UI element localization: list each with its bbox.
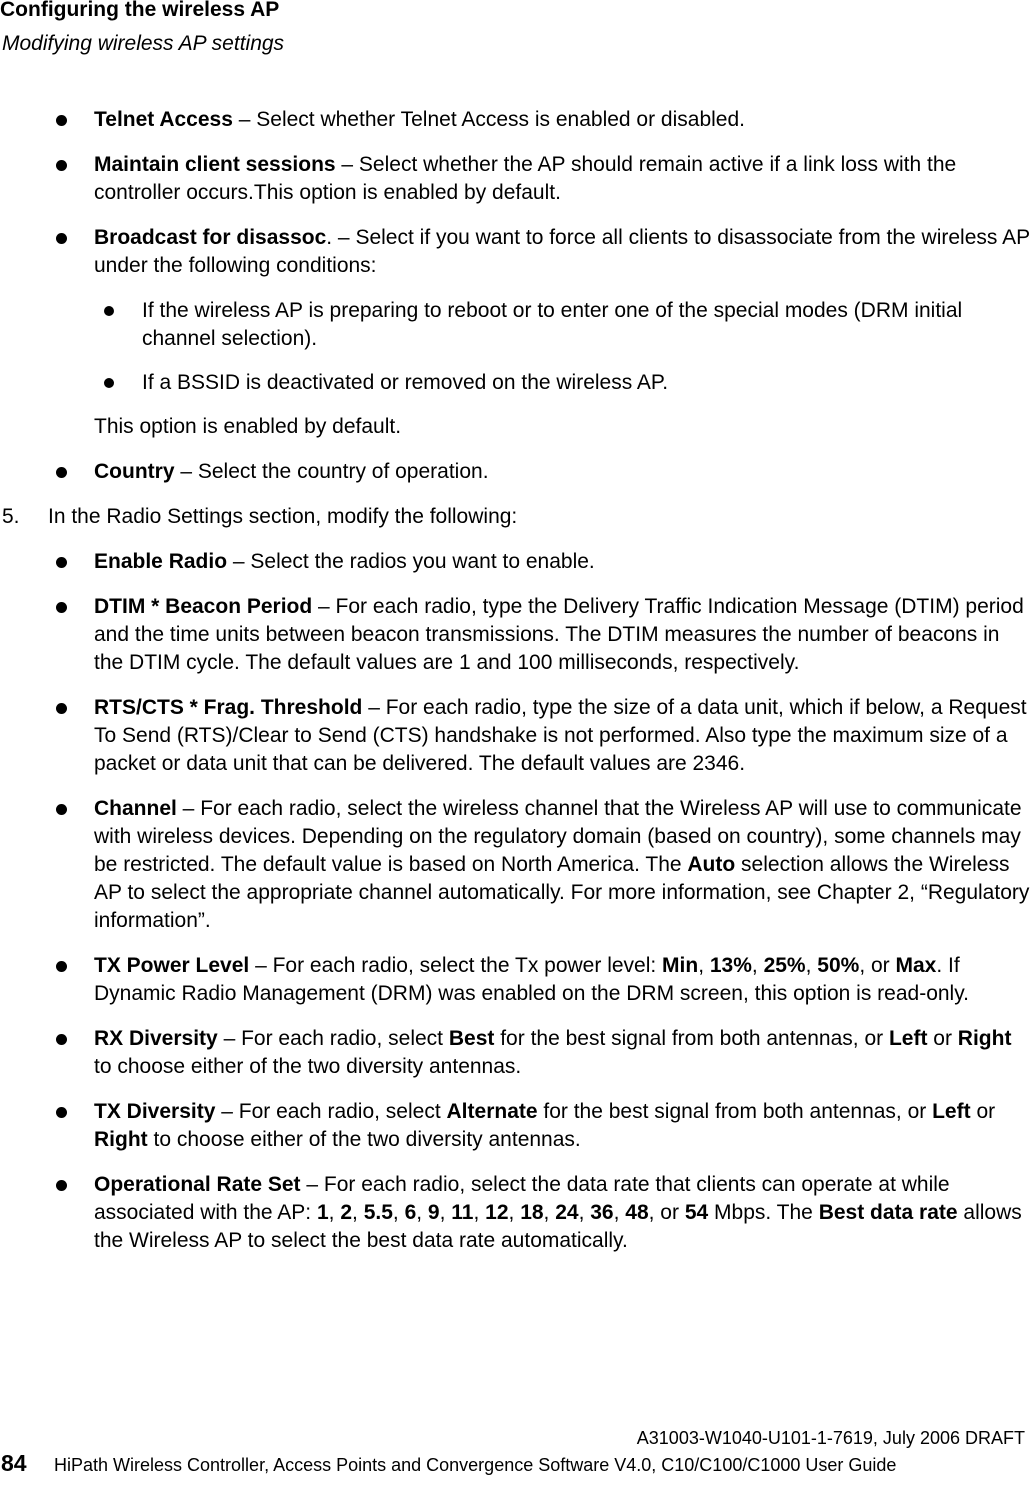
sub-list-item	[0, 369, 1031, 397]
bullet-icon	[56, 804, 67, 815]
bullet-icon	[104, 306, 114, 316]
option-value: Right	[94, 1128, 148, 1151]
note-paragraph: This option is enabled by default.	[94, 415, 402, 438]
list-item	[0, 952, 1031, 1008]
description: to choose either of the two diversity antennas.	[147, 1128, 581, 1151]
list-item	[0, 548, 1031, 576]
bullet-icon	[56, 233, 67, 244]
separator: ,	[439, 1201, 452, 1224]
bullet-icon	[56, 1180, 67, 1191]
separator: ,	[543, 1201, 556, 1224]
separator: ,	[805, 954, 818, 977]
description: – Select the radios you want to enable.	[227, 550, 595, 573]
description: Mbps. The	[708, 1201, 819, 1224]
list-item	[0, 1098, 1031, 1154]
term: RX Diversity	[94, 1027, 218, 1050]
option-value: Best data rate	[818, 1201, 958, 1224]
bullet-icon	[56, 703, 67, 714]
body-text	[0, 106, 1031, 1272]
option-value: Best	[448, 1027, 495, 1050]
page-footer	[0, 1452, 1031, 1480]
list-item	[0, 1171, 1031, 1255]
option-value: Left	[932, 1100, 971, 1123]
term: RTS/CTS * Frag. Threshold	[94, 696, 363, 719]
term: Maintain client sessions	[94, 153, 336, 176]
option-value: Alternate	[446, 1100, 538, 1123]
bullet-icon	[56, 1034, 67, 1045]
separator: ,	[352, 1201, 364, 1224]
rate-value: 36	[590, 1201, 614, 1224]
guide-title: HiPath Wireless Controller, Access Points and Convergence Software V4.0, C10/C100/C1000 User Guide	[54, 1455, 897, 1475]
description: – For each radio, type the size of a data unit, which if below, a Request To Send (RTS)/Clear to Send (CTS) handshake is not performed. Also type the maximum size of a packet or data unit that can be delivered. The default values are 2346.	[94, 696, 1027, 775]
document-id: A31003-W1040-U101-1-7619, July 2006 DRAFT	[636, 1428, 1025, 1448]
option-value: Left	[888, 1027, 928, 1050]
description: for the best signal from both antennas, or	[537, 1100, 933, 1123]
rate-value: 6	[404, 1201, 417, 1224]
description: for the best signal from both antennas, or	[494, 1027, 889, 1050]
description: selection allows the Wireless AP to select the appropriate channel automatically. For more information, see Chapter 2, “Regulatory information”.	[94, 853, 1030, 932]
bullet-icon	[56, 602, 67, 613]
term: Telnet Access	[94, 108, 233, 131]
description: – For each radio, select the data rate that clients can operate at while associated with the AP:	[94, 1173, 950, 1224]
sub-list-item	[0, 297, 1031, 353]
term: Enable Radio	[94, 550, 228, 573]
description: – Select whether Telnet Access is enabled or disabled.	[232, 108, 745, 131]
bullet-icon	[56, 1107, 67, 1118]
description: – Select whether the AP should remain active if a link loss with the controller occurs.This option is enabled by default.	[94, 153, 957, 204]
description: – For each radio, select the wireless channel that the Wireless AP will use to communicate with wireless devices. Depending on the regulatory domain (based on country), some channels may be restricted. The default value is based on North America. The	[94, 797, 1022, 876]
term: Broadcast for disassoc	[94, 226, 327, 249]
separator: ,	[473, 1201, 486, 1224]
bullet-icon	[56, 467, 67, 478]
description: – For each radio, select	[217, 1027, 449, 1050]
separator: , or	[648, 1201, 685, 1224]
separator: ,	[578, 1201, 591, 1224]
step-text: In the Radio Settings section, modify the following:	[48, 505, 518, 528]
term: Country	[94, 460, 175, 483]
description: allows the Wireless AP to select the best data rate automatically.	[94, 1201, 1022, 1252]
description: If a BSSID is deactivated or removed on the wireless AP.	[142, 371, 669, 394]
rate-value: 11	[451, 1201, 474, 1224]
separator: ,	[751, 954, 764, 977]
separator: or	[927, 1027, 958, 1050]
option-value: Min	[662, 954, 699, 977]
term: Channel	[94, 797, 177, 820]
bullet-icon	[56, 115, 67, 126]
separator: , or	[859, 954, 896, 977]
description: to choose either of the two diversity antennas.	[94, 1055, 522, 1078]
option-value: Max	[895, 954, 937, 977]
separator: ,	[392, 1201, 405, 1224]
description: – For each radio, select the Tx power level:	[249, 954, 663, 977]
rate-value: 12	[485, 1201, 509, 1224]
separator: ,	[508, 1201, 521, 1224]
separator: ,	[328, 1201, 341, 1224]
rate-value: 54	[684, 1201, 709, 1224]
description: . – Select if you want to force all clients to disassociate from the wireless AP under the following conditions:	[94, 226, 1030, 277]
list-item	[0, 106, 1031, 134]
option-value: 13%	[709, 954, 752, 977]
list-item	[0, 593, 1031, 677]
chapter-title: Configuring the wireless AP	[0, 0, 280, 21]
list-item	[0, 795, 1031, 935]
separator: ,	[416, 1201, 428, 1224]
list-item	[0, 694, 1031, 778]
list-item	[0, 151, 1031, 207]
bullet-icon	[56, 557, 67, 568]
rate-value: 5.5	[363, 1201, 393, 1224]
rate-value: 1	[316, 1201, 329, 1224]
separator: ,	[613, 1201, 626, 1224]
option-auto: Auto	[687, 853, 736, 876]
list-item	[0, 224, 1031, 280]
term: Operational Rate Set	[94, 1173, 301, 1196]
description: . If Dynamic Radio Management (DRM) was enabled on the DRM screen, this option is read-only.	[94, 954, 969, 1005]
term: DTIM * Beacon Period	[94, 595, 313, 618]
rate-value: 9	[427, 1201, 440, 1224]
rate-value: 18	[520, 1201, 544, 1224]
list-item	[0, 1025, 1031, 1081]
description: – For each radio, select	[215, 1100, 447, 1123]
rate-value: 48	[625, 1201, 649, 1224]
step-number: 5.	[2, 505, 20, 528]
term: TX Power Level	[94, 954, 250, 977]
description: If the wireless AP is preparing to reboot or to enter one of the special modes (DRM initial channel selection).	[142, 299, 963, 350]
separator: ,	[698, 954, 710, 977]
description: – For each radio, type the Delivery Traffic Indication Message (DTIM) period and the time units between beacon transmissions. The DTIM measures the number of beacons in the DTIM cycle. The default values are 1 and 100 milliseconds, respectively.	[94, 595, 1024, 674]
rate-value: 24	[555, 1201, 579, 1224]
list-item	[0, 458, 1031, 486]
rate-value: 2	[340, 1201, 353, 1224]
description: – Select the country of operation.	[174, 460, 489, 483]
step-5	[0, 503, 1031, 531]
option-value: Right	[957, 1027, 1012, 1050]
separator: or	[970, 1100, 996, 1123]
section-subtitle: Modifying wireless AP settings	[2, 32, 285, 55]
bullet-icon	[56, 160, 67, 171]
bullet-icon	[56, 961, 67, 972]
option-value: 50%	[817, 954, 860, 977]
page-number: 84	[1, 1450, 27, 1476]
option-value: 25%	[763, 954, 806, 977]
term: TX Diversity	[94, 1100, 216, 1123]
bullet-icon	[104, 378, 114, 388]
